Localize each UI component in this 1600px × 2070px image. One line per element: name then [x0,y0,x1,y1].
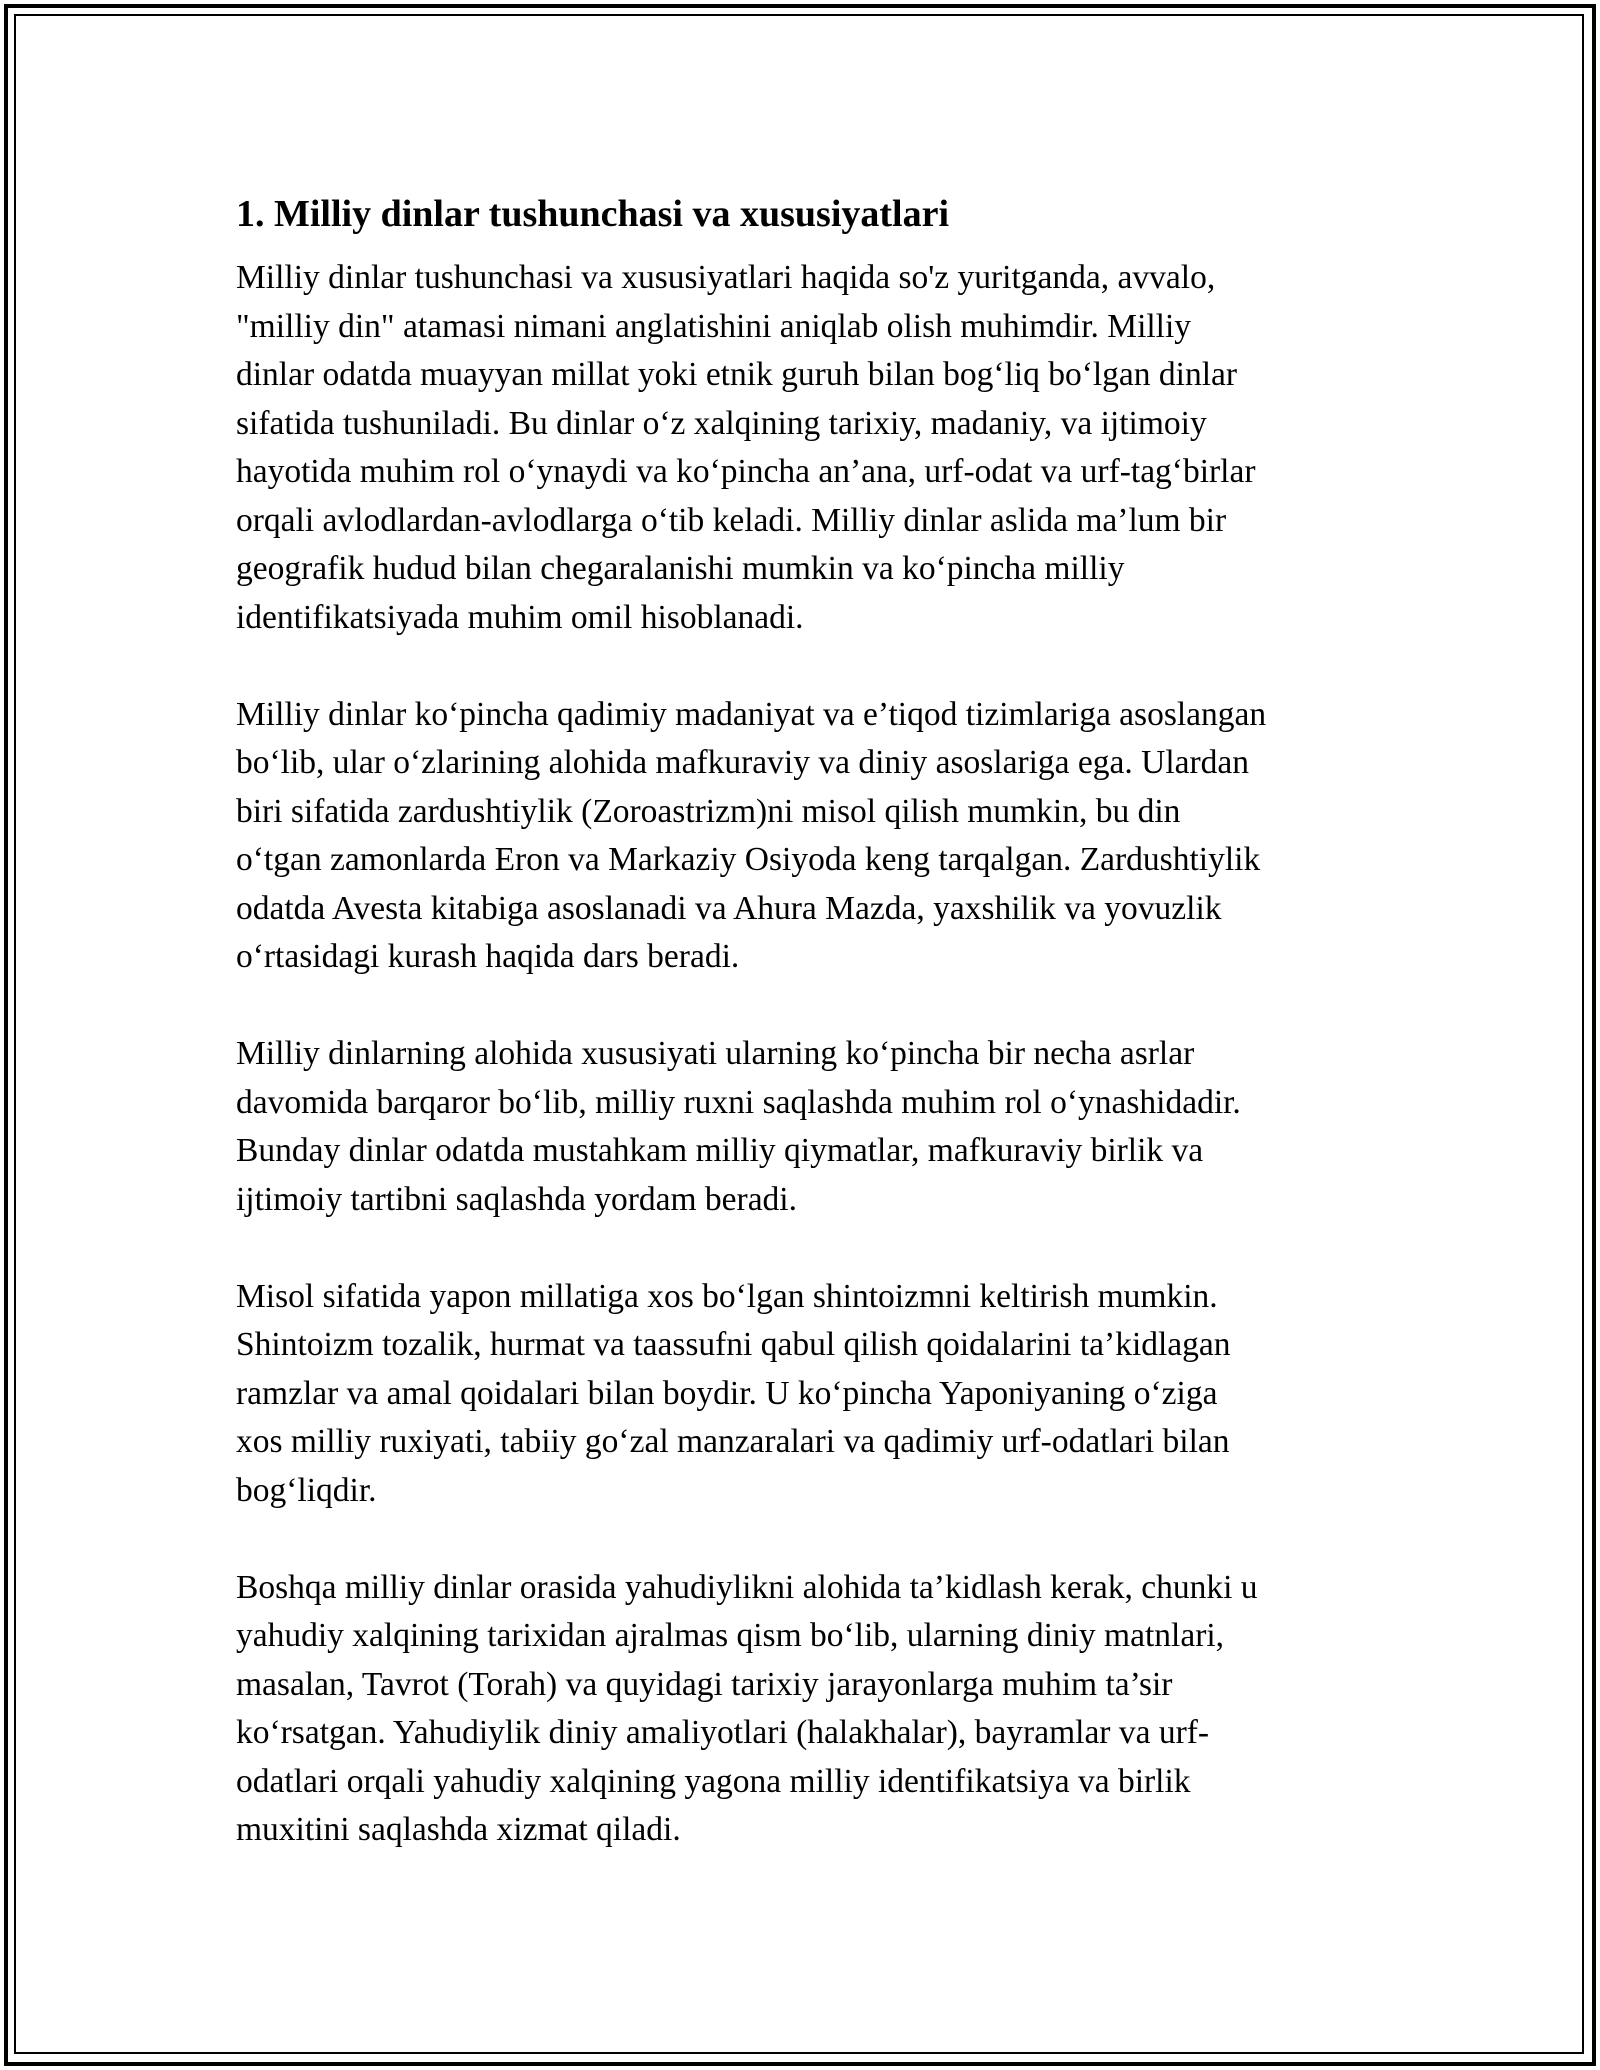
text-line: ramzlar va amal qoidalari bilan boydir. U ko‘pincha Yaponiyaning o‘ziga [236,1374,1218,1412]
text-line: bog‘liqdir. [236,1471,377,1509]
text-line: ijtimoiy tartibni saqlashda yordam beradi. [236,1180,797,1218]
text-line: Milliy dinlar tushunchasi va xususiyatlari haqida so'z yuritganda, avvalo, [236,259,1216,296]
text-line: Shintoizm tozalik, hurmat va taassufni qabul qilish qoidalarini ta’kidlagan [236,1326,1231,1363]
paragraph-2 [236,691,1386,982]
text-line: xos milliy ruxiyati, tabiiy go‘zal manzaralari va qadimiy urf-odatlari bilan [236,1423,1230,1460]
text-line: dinlar odatda muayyan millat yoki etnik guruh bilan bog‘liq bo‘lgan dinlar [236,356,1238,393]
text-line: Boshqa milliy dinlar orasida yahudiylikni alohida ta’kidlash kerak, chunki u [236,1568,1258,1606]
section-heading: 1. Milliy dinlar tushunchasi va xususiyatlari [236,193,950,235]
text-line: geografik hudud bilan chegaralanishi mumkin va ko‘pincha milliy [236,550,1125,587]
text-line: odatda Avesta kitabiga asoslanadi va Ahura Mazda, yaxshilik va yovuzlik [236,889,1222,927]
text-line: ko‘rsatgan. Yahudiylik diniy amaliyotlari (halakhalar), bayramlar va urf- [236,1714,1210,1751]
text-line: o‘tgan zamonlarda Eron va Markaziy Osiyoda keng tarqalgan. Zardushtiylik [236,841,1261,878]
text-line: identifikatsiyada muhim omil hisoblanadi. [236,598,804,636]
text-line: yahudiy xalqining tarixidan ajralmas qism bo‘lib, ularning diniy matnlari, [236,1617,1225,1654]
paragraph-3 [236,1030,1386,1224]
text-line: orqali avlodlardan-avlodlarga o‘tib keladi. Milliy dinlar aslida ma’lum bir [236,501,1227,539]
text-line: muxitini saqlashda xizmat qiladi. [236,1811,681,1848]
text-line: bo‘lib, ular o‘zlarining alohida mafkuraviy va diniy asoslariga ega. Ulardan [236,744,1250,781]
text-line: sifatida tushuniladi. Bu dinlar o‘z xalqining tarixiy, madaniy, va ijtimoiy [236,404,1207,442]
text-line: Milliy dinlar ko‘pincha qadimiy madaniyat va e’tiqod tizimlariga asoslangan [236,695,1267,733]
paragraph-5 [236,1564,1386,1855]
text-line: o‘rtasidagi kurash haqida dars beradi. [236,938,740,975]
text-line: biri sifatida zardushtiylik (Zoroastrizm)ni misol qilish mumkin, bu din [236,792,1181,830]
text-line: Milliy dinlarning alohida xususiyati ularning ko‘pincha bir necha asrlar [236,1035,1195,1072]
text-line: davomida barqaror bo‘lib, milliy ruxni saqlashda muhim rol o‘ynashidadir. [236,1083,1241,1121]
text-line: "milliy din" atamasi nimani anglatishini aniqlab olish muhimdir. Milliy [236,307,1192,345]
paragraph-1 [236,254,1386,642]
document-body [236,190,1386,1903]
text-line: masalan, Tavrot (Torah) va quyidagi tarixiy jarayonlarga muhim ta’sir [236,1665,1173,1703]
text-line: Bunday dinlar odatda mustahkam milliy qiymatlar, mafkuraviy birlik va [236,1132,1204,1169]
text-line: hayotida muhim rol o‘ynaydi va ko‘pincha an’ana, urf-odat va urf-tag‘birlar [236,453,1256,490]
text-line: odatlari orqali yahudiy xalqining yagona milliy identifikatsiya va birlik [236,1762,1191,1800]
paragraph-4 [236,1273,1386,1516]
text-line: Misol sifatida yapon millatiga xos bo‘lgan shintoizmni keltirish mumkin. [236,1277,1218,1315]
